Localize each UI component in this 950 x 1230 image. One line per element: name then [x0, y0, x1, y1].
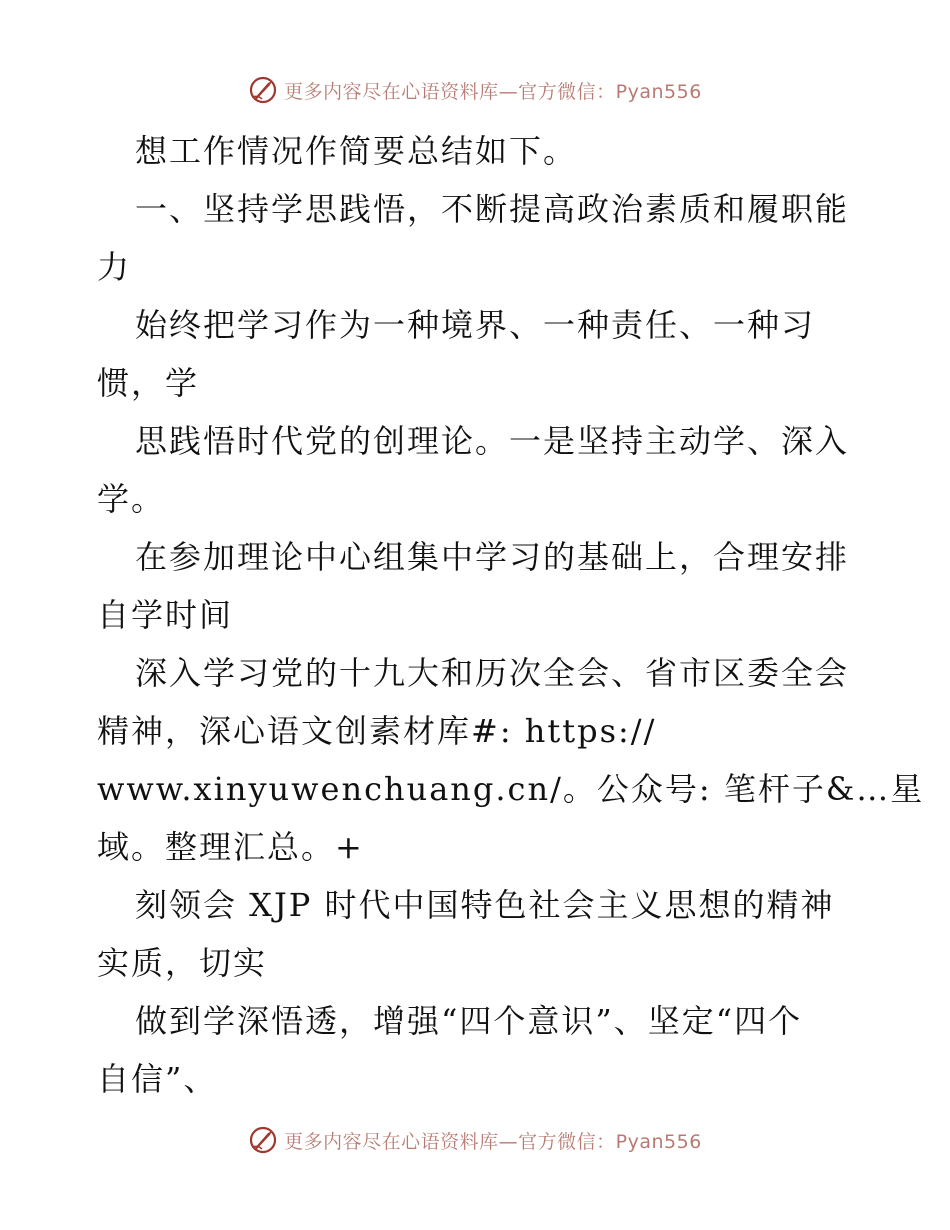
quill-pen-logo-icon — [248, 75, 278, 105]
text-line: 学。 — [97, 480, 166, 518]
text-line: 自学时间 — [97, 596, 234, 634]
text-line: 力 — [97, 248, 132, 286]
text-line: 域。整理汇总。+ — [97, 828, 364, 866]
text-line: www.xinyuwenchuang.cn/。公众号: 笔杆子&…星 — [97, 770, 925, 808]
text-line: 做到学深悟透，增强“四个意识”、坚定“四个 — [135, 1002, 803, 1040]
text-line: 自信”、 — [97, 1060, 218, 1098]
header-banner — [0, 70, 950, 110]
document-body — [97, 122, 925, 1108]
text-line: 精神，深心语文创素材库#: https:// — [97, 712, 657, 750]
text-line: 思践悟时代党的创理论。一是坚持主动学、深入 — [135, 422, 850, 460]
text-line: 想工作情况作简要总结如下。 — [135, 132, 578, 170]
text-line: 惯，学 — [97, 364, 200, 402]
text-line: 在参加理论中心组集中学习的基础上，合理安排 — [135, 538, 850, 576]
text-line: 一、坚持学思践悟，不断提高政治素质和履职能 — [135, 190, 850, 228]
footer-banner — [0, 1120, 950, 1160]
text-line: 始终把学习作为一种境界、一种责任、一种习 — [135, 306, 816, 344]
text-line: 实质，切实 — [97, 944, 268, 982]
header-banner-text: 更多内容尽在心语资料库—官方微信：Pyan556 — [284, 80, 702, 103]
quill-pen-logo-icon — [248, 1125, 278, 1155]
text-line: 深入学习党的十九大和历次全会、省市区委全会 — [135, 654, 850, 692]
text-line: 刻领会 XJP 时代中国特色社会主义思想的精神 — [135, 886, 835, 924]
footer-banner-text: 更多内容尽在心语资料库—官方微信：Pyan556 — [284, 1130, 702, 1153]
